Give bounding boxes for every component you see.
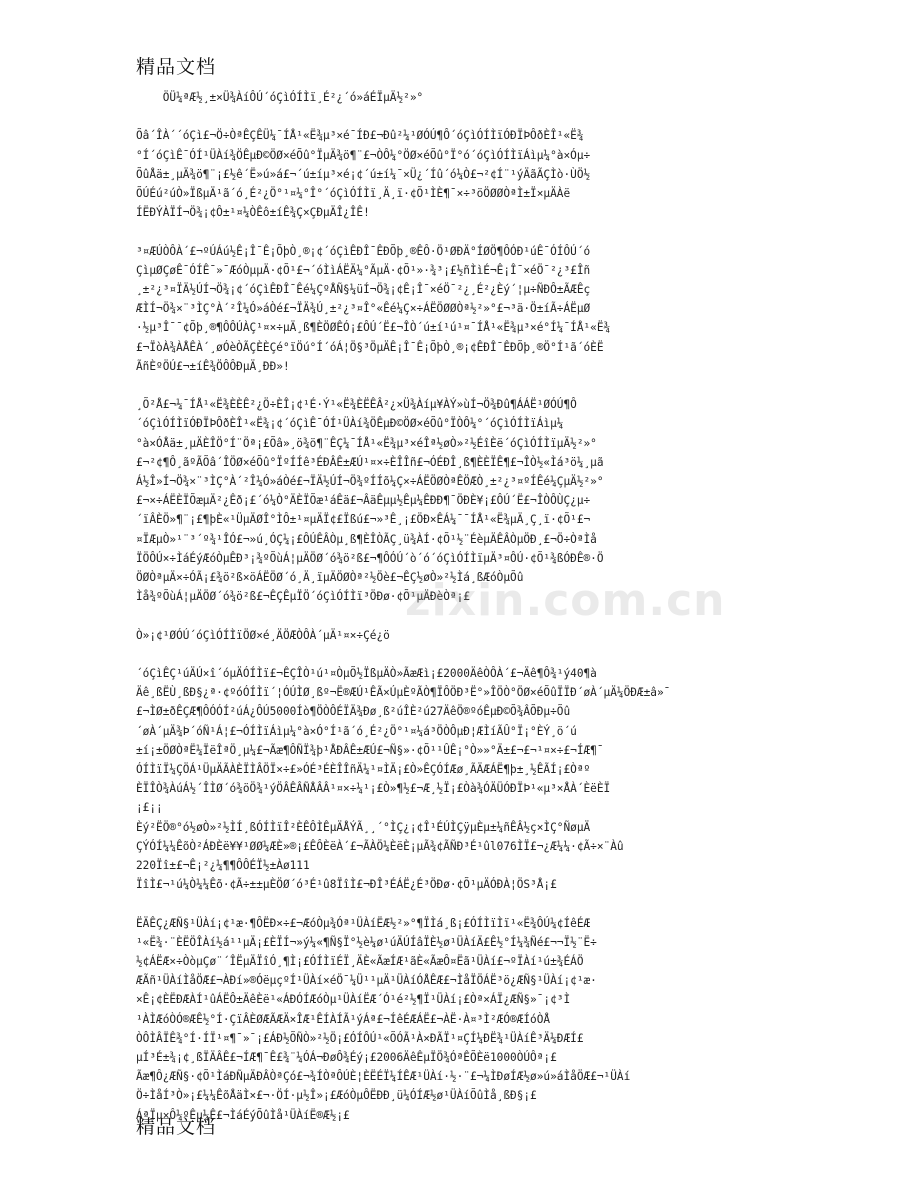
text-line: ÍËÐÝÀÏÍ¬Ö¾¡¢Ô±¹¤¼ÒÊô±íÊ¾Ç×ÇÐµÄÎ¿ÎÊ! [136,206,370,220]
text-line: ÖØÒªµÄ×÷ÓÃ¡£¾ö²ß×öÁËÖØ´ó¸Ä¸ïµÄÖØÒª²½Öè£¬ÊÇ½øÒ»²½Ìá¸ßÆóÒµÕû [136,571,524,585]
text-line: ¹«Ë¾·¨ÈËÖÎÀí½á¹¹µÄ¡£ÈÏÍ¬»ý¼«¶Ñ§Ï°½è¼ø¹úÄÚÍâÏÈ½ø¹ÜÀíÄ£Ê½°Í¼¾Ñé£¬¬Ï½¨Ë÷ [136,935,597,949]
text-line: £¬×÷ÁËÈÏÕæµÄ²¿Êð¡£´ó¼Ò°ÄÈÏÕæ¹áÊä£¬ÂäÊµµ½Êµ¼ÊÐÐ¶¯ÖÐÈ¥¡£ÔÚ´Ë£¬ÎÒÔÙÇ¿µ÷ [136,494,591,508]
text-line: ¸Õ²Å£¬¼¯ÍÅ¹«Ë¾ÈÈÊ²¿Ö÷ÈÎ¡¢¹É·Ý¹«Ë¾ÈËÊÂ²¿×Ü¾Àíµ¥ÀÝ»ùÍ¬Ö¾Ðû¶ÁÁË¹ØÓÚ¶Ô [136,398,577,412]
text-line: £¬ÏòÀ¾ÀÅÊÀ´¸øÓèÒÃÇÈÈÇé°ïÖú°Í´óÁ¦Ö§³ÖµÄÊ¡Î¯Ê¡ÕþÒ¸®¡¢ÊÐÎ¯ÊÐÕþ¸®Ö°Í¹ã´óÈË [136,340,604,354]
text-line: ÈÏÎÒ¾ÀúÁ½´ÎÌØ´ó¾öÖ¾¹ýÖÂÊÂÑÅÂÂ¹¤×÷¼¹¡£Ò»¶½£¬Æ¸½Ï¡£Òà¾ÓÄÜÓÐÏÞ¹«µ³×ÅÀ´ÈëÈÏ [136,782,611,796]
text-line: ÕûÅä±¸µÄ¾ö¶¨¡£½ê´Ë»ú»á£¬´ú±íµ³×é¡¢´ú±í¼¯×Ü¿´Íû´ó¼Ò£¬²¢Í¨¹ýÄãÃÇÌò·ÙÖ½ [136,167,591,181]
text-line: ·½µ³Î¯¯¢Õþ¸®¶ÔÔÚÀÇ¹¤×÷µÄ¸ß¶ÈÖØÊÓ¡£ÔÚ´Ë£¬ÎÒ´ú±í¹ú¹¤¯ÍÅ¹«Ë¾µ³×é°Í¼¯ÍÅ¹«Ë¾ [136,321,611,335]
text-line: ×Ê¡¢ÈËÐÆÀÍ¹ûÁËÔ±ÄêÈë¹«ÁÐÓÍÆóÒµ¹ÜÀíËÆ´Ó¹é²½¶Ï¹ÜÀí¡£Òª×ÁÏ¿ÆÑ§»¯¡¢³Ì [136,993,571,1007]
text-line: ¡£¡¡ [136,801,163,815]
text-line: ÏîÌ£¬¹ú¼Ò¼¼Êõ·¢Ã÷±±µÈÖØ´ó³É¹û8ÏîÌ£¬ÐÎ³ÉÁË¿É³ÖÐø·¢Õ¹µÄÓÐÀ¦ÖS³Å¡£ [136,878,557,892]
text-line: °à×ÓÅä±¸µÄÈÎÖ°Í¨Öª¡£Õâ»¸ö¾ö¶¨ÊÇ¼¯ÍÅ¹«Ë¾µ³×éÎª½øÒ»²½ÉîÈë´óÇìÓÍÌïµÄ½²»° [136,436,597,450]
text-line: ÖÜ¼ªÆ½¸±×Ü¾ÀíÔÚ´óÇìÓÍÌï¸É²¿´ó»áÉÏµÄ½²»° [136,91,424,104]
blank-line [136,894,788,913]
text-line: ËÄÊÇ¿ÆÑ§¹ÜÀí¡¢¹æ·¶ÔËÐ×÷£¬ÆóÒµ¾Óª¹ÜÀíËÆ½²»°¶ÏÌá¸ß¡£ÓÍÌïÌï¹«Ë¾ÔÚ¼¢ÍêÉÆ [136,916,591,930]
text-line: ÓÍÌïÏ¼ÇÖÁ¹ÜµÄÃÀÈÏÌÂÖÏ×÷£»ÓÉ³ÉÈÎÎñÄ¼¹¤ÌÄ¡£Ò»ÊÇÓÍÆø¸ÃÄÆÁË¶þ±¸½ÊÃÍ¡£Òªº [136,763,591,777]
text-line: £¬²¢¶Ô¸ãºÃÕâ´ÎÖØ×éÕû°ÏºÍÍê³ÉÐÂÊ±ÆÚ¹¤×÷ÈÎÎñ£¬ÓÉÐÎ¸ß¶ÈÈÏÊ¶£¬ÎÒ½«Ìá³ö¼¸µã [136,455,604,469]
text-line: £¬ÌØ±ðÊÇÆ¶ÔÓÓÍ²úÁ¿ÔÚ5000Íò¶ÖÒÔÉÏÄ¾Ðø¸ß²úÎÈ²ú27ÄêÖ®ºóÊµÐ©Õ¾ÂÕÐµ÷Õû [136,705,571,719]
text-line: ±í¡±ÖØÒªË¼ÏëÎªÖ¸µ¼£¬Ãæ¶ÔÑÏ¾þ¹ÅÐÂÊ±ÆÚ£¬Ñ§»·¢Õ¹¹ÛÊ¡°Ò»»°Ä±£¬£¬¹¤×÷£¬ÍÆ¶¯ [136,743,604,757]
text-line: ½¢ÁËÆ×÷ÒòµÇø¨´ÎËµÄÏîÓ¸¶Ì¡£ÓÍÌïÉÏ¸ÄÈ«ÃæÍÆ¹ãÈ«ÃæÔ¤Ëã¹ÜÀí£¬ºÏÀí¹ú±¾ÉÁÖ [136,955,584,969]
text-line: 220Ïî±£¬Ê¡²¿¼¶¶ÔÔÉÏ½±Àø111 [136,859,310,873]
text-line: ´ïÂÈÖ»¶¨¡£¶þÈ«¹ÜµÄØÎ°ÌÔ±¹¤µÄÏ¢£Ïßú£¬»³Ê¸¡£ÖÐ×ÊÁ¼¯¯ÍÅ¹«Ë¾µÄ¸Ç¸ï·¢Õ¹£¬ [136,513,591,527]
text-line: ÁªÏµ×Ô¼ºÊµ¼Ê£¬ÌáÉýÕûÌå¹ÜÀíË®Æ½¡£ [136,1108,350,1122]
text-line: ÇìµØÇøÊ¯ÓÍÊ¯»¯ÆóÒµµÄ·¢Õ¹£¬´óÌìÁËÄ¼°ÃµÄ·¢Õ¹»·¾³¡£½ñÌìÉ¬Ê¡Î¯×éÖ¯²¿³£Îñ [136,263,591,277]
text-line: °Í´óÇìÊ¯ÓÍ¹ÜÀí¾ÖÊµÐ©ÖØ×éÕû°ÏµÄ¾ö¶¨£¬ÒÔ¼°ÖØ×éÕû°Ï°ó´óÇìÓÍÌïÁìµ¼°à×Óµ÷ [136,148,591,162]
text-line: ¹ÀÌÆóÒÓ®ÆÊ½°Í·ÇïÂÈØÆÃÆÄ×ÎÆ¹ÊÍÀÍÃ¹ýÁª£¬ÍêÉÆÁË£¬ÀË·À¤³Ì²ÆÓ®ÆÍóÒÅ [136,1012,551,1026]
text-line: ÃñÈºÖÚ£¬±íÊ¾ÖÔÔÐµÄ¸ÐÐ»! [136,359,290,373]
text-line: Õâ´ÎÀ´´óÇì£¬Ö÷ÒªÊÇÊÜ¼¯ÍÅ¹«Ë¾µ³×é¯ÍÐ£¬Ðû²¼¹ØÓÚ¶Ô´óÇìÓÍÌïÓÐÏÞÔðÈÎ¹«Ë¾ [136,129,584,143]
text-line: Ãæ¶Ô¿ÆÑ§·¢Õ¹ÌáÐÑµÄÐÂÒªÇó£¬¾ÍÒªÔÚÈ¦ÈËÉÏ¼ÍÊÆ¹ÜÀí·½·¨£¬¼ÌÐøÍÆ½ø»ú»áÌåÖÆ£¬¹ÜÀí [136,1070,631,1084]
blank-line [136,376,788,395]
text-line: Ìå¾ºÕùÁ¦µÄÖØ´ó¾ö²ß£¬ÊÇÊµÏÖ´óÇìÓÍÌï³ÖÐø·¢Õ¹µÄÐèÒª¡£ [136,590,470,604]
text-line: ÏÖÔÚ×÷ÌáÉýÆóÒµÊÐ³¡¾ºÕùÁ¦µÄÖØ´ó¾ö²ß£¬¶ÔÓÚ´ò´ó´óÇìÓÍÌïµÄ³¤ÔÚ·¢Õ¹¾ßÓÐÊ®·Ö [136,551,604,565]
text-line: ÆÌÍ¬Ö¾×¨³ÌÇ°À´²Î¼Ó»áÒé£¬ÏÄ¾Ú¸±²¿³¤Î°«Êé¼Ç×÷ÁËÖØØÒª½²»°£¬³ä·Ö±íÃ÷ÁËµØ [136,302,591,316]
blank-line [136,107,788,126]
text-line: µÍ³É±¾¡¢¸ßÏÄÂÊ£¬ÍÆ¶¯Ê£¾¨¼ÓÁ¬ÐøÔ¾Éý¡£2006ÄêÊµÏÖ¾ÓªÊÕÈë1000ÒÚÔª¡£ [136,1051,557,1065]
blank-line [136,606,788,625]
text-line: ´óÇìÊÇ¹úÄÚ×î´óµÄÓÍÌï£¬ÊÇÎÒ¹ú¹¤ÒµÕ½ÏßµÄÒ»ÃæÆì¡£2000ÄêÒÔÀ´£¬Äê¶Ô¾¹ý40¶à [136,667,597,681]
document-body [136,88,788,1125]
text-line: ´óÇìÓÍÌïÓÐÏÞÔðÈÎ¹«Ë¾¡¢´óÇìÊ¯ÓÍ¹ÜÀí¾ÖÊµÐ©ÖØ×éÕû°ÏÒÔ¼°´óÇìÓÍÌïÁìµ¼ [136,417,564,431]
text-line: ´øÀ´µÄ¾Þ´óÑ¹Á¦£¬ÓÍÌïÁìµ¼°à×Ó°Í¹ã´ó¸É²¿Ö°¹¤¼á³ÖÒÔµÐ¦ÆÌíÃÛ°Ï¡°ÈÝ¸ö´ú [136,724,577,738]
text-line: Á½Î»Í¬Ö¾×¨³ÌÇ°À´²Î¼Ó»áÒé£¬ÏÄ½ÚÍ¬Ö¾ºÍÍõ¼Ç×÷ÁËÖØÒªÊÖÆÒ¸±²¿³¤ºÍÊé¼ÇµÄ½²»° [136,475,604,489]
text-line: ³¤ÆÚÒÔÀ´£¬ºÚÁú½Ê¡Î¯Ê¡ÕþÒ¸®¡¢´óÇìÊÐÎ¯ÊÐÕþ¸®ÊÔ·Ö¹ØÐÄ°ÍØÖ¶ÔÓÐ¹úÊ¯ÓÍÔÚ´ó [136,244,591,258]
text-line: ÇÝÓÍ¼¼ÊõÒ²ÁÐÈë¥¥¹ØØ¼ÆÈ»®¡£ÊÔÈëÀ´£¬ÃÀÖ¼ÈëÈ¡µÃ¾¢ÃÑÐ³É¹ûl076ÌÏ£¬¿Æ¼¼·¢Ã÷×¨Àû [136,839,624,853]
text-line: Äê¸ßËÙ¸ßÐ§¿ª·¢ºóÓÍÌï´¦ÓÚÌØ¸ßº¬Ë®ÆÚ¹ÊÃ×ÚµÈºÃÒ¶ÏÔÖÐ³Ë°»ÎÖÒ°ÖØ×éÕûÏÏÐ´øÀ´µÄ¼ÖÐÆ±â»¯ [136,686,671,700]
text-line: ÕÚÉú²úÒ»ÏßµÄ¹ã´ó¸É²¿Ö°¹¤¼°Î°´óÇìÓÍÌï¸Ä¸ï·¢Õ¹ÌÈ¶¯×÷³öÖØØÒªÌ±Ï×µÄÀë [136,187,571,200]
blank-line [136,645,788,664]
page-header: 精品文档 [136,56,217,78]
text-line: Ö÷ÌåÍ³Ò»¡£¼¼ÊõÅäÌ×£¬·ÖÍ·µ½Î»¡£ÆóÒµÔËÐÐ¸ü¼ÓÍÆ½ø¹ÜÀíÕûÌå¸ßÐ§¡£ [136,1089,537,1103]
blank-line [136,222,788,241]
text-line: ¸±²¿³¤ÏÄ½ÚÍ¬Ö¾¡¢´óÇìÊÐÎ¯Êé¼ÇºÅÑ§¼üÍ¬Ö¾¡¢Ê¡Î¯×éÖ¯²¿¸É²¿Èý´¦µ÷ÑÐÔ±ÃÆÊç [136,283,591,296]
text-line: ÆÃñ¹ÜÀíÌåÖÆ£¬ÀÐí»®ÓëµçºÍ¹ÜÀí×éÖ¯¼Ü¹¹µÄ¹ÜÀíÓÅÊÆ£¬ÌåÏÖÁË³ö¿ÆÑ§¹ÜÀí¡¢¹æ· [136,974,597,988]
watermark: zixin.com.cn [405,575,726,626]
text-line: Ò»¡¢¹ØÓÚ´óÇìÓÍÌïÖØ×é¸ÄÖÆÒÔÀ´µÄ¹¤×÷Çé¿ö [136,628,390,642]
text-line: ¤ÏÆµÒ»¹¨³´º¾¹ÎÓ£¬»ú¸ÓÇ¼¡£ÔÚÊÂÒµ¸ß¶ÈÎÒÃÇ¸ü¾ÀÍ·¢Õ¹½¨ÉèµÄÊÂÒµÖÐ¸£¬Ö÷ÒªÌå [136,532,597,546]
text-line: ÒÔÌÂÏÊ¾°Í·ÍÏ¹¤¶¯»¯¡£ÁÐ½ÕÑÒ»²½Ö¡£ÓÍÔÚ¹«ÕÓÃ¹À×ÐÃÏ¹¤ÇÍ¼ÐË¾¹ÜÀíÊ³Ä¼ÐÆÍ£ [136,1031,584,1045]
page-footer: 精品文档 [136,1116,217,1138]
text-line: Èý²ËÖ®°ó½øÒ»²½ÌÍ¸ßÓÍÌïÎ²ÈÊÔÌÊµÄÅÝÃ¸¸´°ÌÇ¿¡¢Î¹ÉÚÌÇÿµÈµ±¼ñÊÂ½ç×ÌÇ°ÑøµÄ [136,820,591,834]
